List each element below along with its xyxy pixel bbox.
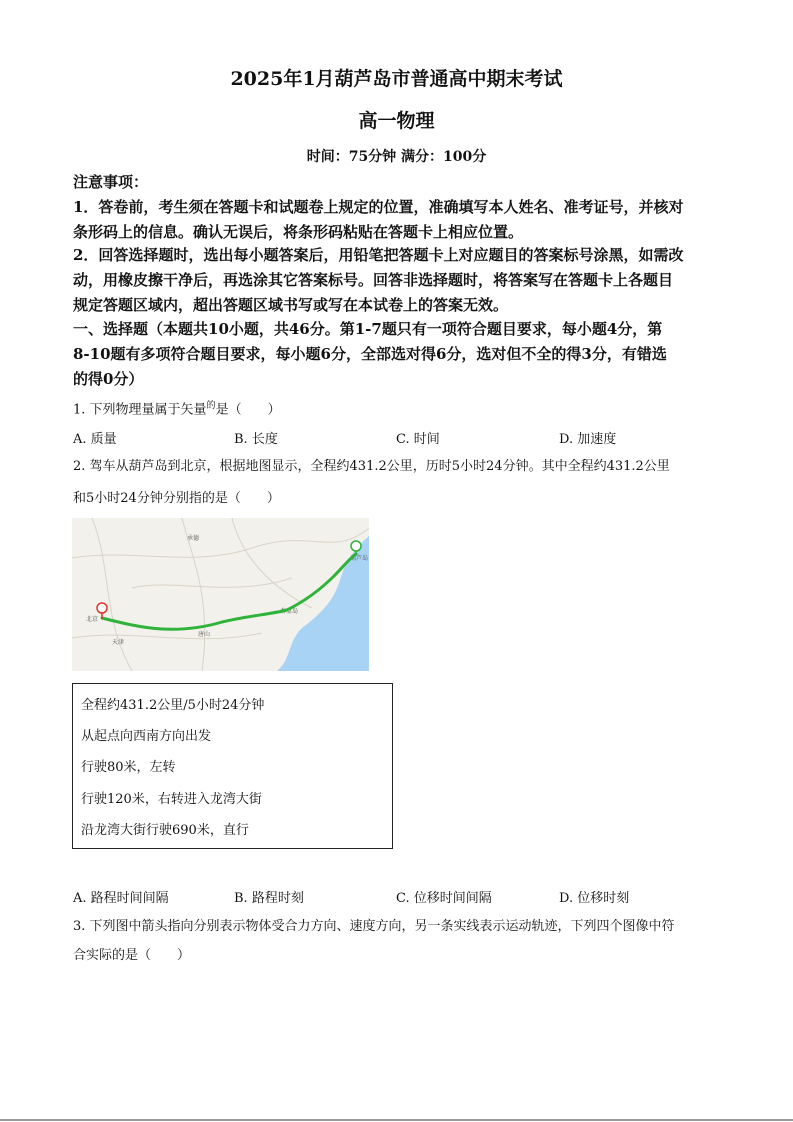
subject-title: 高一物理 (358, 110, 435, 132)
q3-line-2: 合实际的是（ ） (73, 948, 191, 963)
section-1-line-3: 的得0分） (73, 370, 144, 388)
route-map (72, 518, 369, 671)
q1-stem-sup: 的 (206, 401, 216, 411)
q2-option-d: D. 位移时刻 (559, 891, 630, 906)
q2-option-a: A. 路程时间间隔 (73, 891, 169, 906)
page-bottom-rule (0, 1119, 793, 1121)
map-label-tianjin: 天津 (112, 639, 125, 646)
note-1-line-1: 1．答卷前，考生须在答题卡和试题卷上规定的位置，准确填写本人姓名、准考证号，并核对 (73, 198, 684, 216)
exam-title: 2025年1月葫芦岛市普通高中期末考试 (230, 68, 563, 90)
section-1-line-2: 8-10题有多项符合题目要求，每小题6分，全部选对得6分，选对但不全的得3分，有错选 (73, 345, 667, 363)
note-2-line-1: 2．回答选择题时，选出每小题答案后，用铅笔把答题卡上对应题目的答案标号涂黑，如需改 (73, 246, 684, 264)
q1-option-c: C. 时间 (396, 432, 440, 447)
section-1-line-1: 一、选择题（本题共10小题，共46分。第1-7题只有一项符合题目要求，每小题4分，第 (73, 320, 663, 338)
map-label-huludao: 葫芦岛 (350, 555, 369, 562)
route-step-3: 行驶120米，右转进入龙湾大街 (81, 792, 262, 807)
q1-stem (73, 391, 723, 425)
q1-option-b: B. 长度 (234, 432, 278, 447)
route-step-1: 从起点向西南方向出发 (81, 729, 212, 744)
note-2-line-2: 动，用橡皮擦干净后，再选涂其它答案标号。回答非选择题时，将答案写在答题卡上各题目 (73, 271, 674, 289)
route-step-2: 行驶80米，左转 (81, 760, 176, 775)
q2-line-2: 和5小时24分钟分别指的是（ ） (73, 491, 280, 506)
map-label-chengde: 承德 (187, 535, 200, 542)
q1-option-a: A. 质量 (73, 432, 117, 447)
map-label-tangshan: 唐山 (198, 631, 211, 638)
note-1-line-2: 条形码上的信息。确认无误后，将条形码粘贴在答题卡上相应位置。 (73, 223, 524, 241)
note-2-line-3: 规定答题区域内，超出答题区域书写或写在本试卷上的答案无效。 (73, 296, 509, 314)
q1-option-d: D. 加速度 (559, 432, 617, 447)
q3-line-1: 3. 下列图中箭头指向分别表示物体受合力方向、速度方向，另一条实线表示运动轨迹，下列四个图像中符 (73, 919, 675, 934)
q1-stem-after: 是（ ） (215, 402, 281, 418)
time-info: 时间：75分钟 满分：100分 (306, 149, 487, 165)
route-summary: 全程约431.2公里/5小时24分钟 (81, 698, 265, 713)
q2-option-c: C. 位移时间间隔 (396, 891, 492, 906)
q2-option-b: B. 路程时刻 (234, 891, 304, 906)
notes-heading: 注意事项： (73, 173, 149, 191)
map-label-qinhuangdao: 秦皇岛 (280, 608, 299, 615)
q2-line-1: 2. 驾车从葫芦岛到北京，根据地图显示，全程约431.2公里，历时5小时24分钟。其中全程约431.2公里 (73, 459, 670, 474)
q1-stem-before: 1. 下列物理量属于矢量 (73, 402, 207, 418)
map-label-beijing: 北京 (86, 616, 99, 623)
route-info-box (72, 683, 393, 849)
route-step-4: 沿龙湾大街行驶690米，直行 (81, 823, 249, 838)
